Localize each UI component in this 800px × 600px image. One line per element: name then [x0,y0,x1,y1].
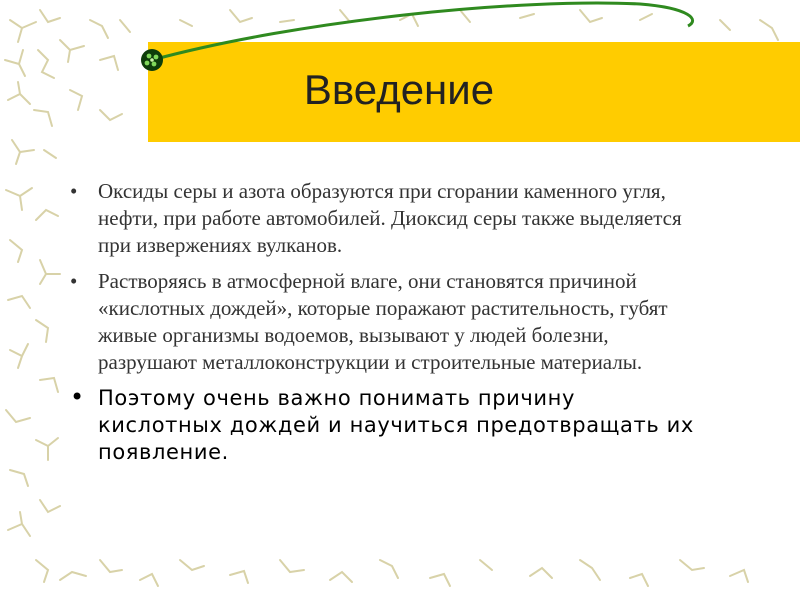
list-item [66,268,706,376]
bullet-text: Поэтому очень важно понимать причину кислотных дождей и научиться предотвращать их появление. [98,386,694,464]
bullet-dot-icon: • [70,269,78,293]
list-item [66,178,706,259]
bullet-dot-icon: • [70,383,85,411]
slide-title: Введение [303,66,495,113]
list-item [66,385,706,466]
bullet-list [66,178,706,475]
bullet-text: Оксиды серы и азота образуются при сгорании каменного угля, нефти, при работе автомобилей. Диоксид серы также выделяется при извержениях вулканов. [98,179,682,257]
bullet-dot-icon: • [70,179,78,203]
bullet-text: Растворяясь в атмосферной влаге, они становятся причиной «кислотных дождей», которые поражают растительность, губят живые организмы водоемов, вызывают у людей болезни, разрушают металлоконструкции и строительные материалы. [98,269,668,374]
